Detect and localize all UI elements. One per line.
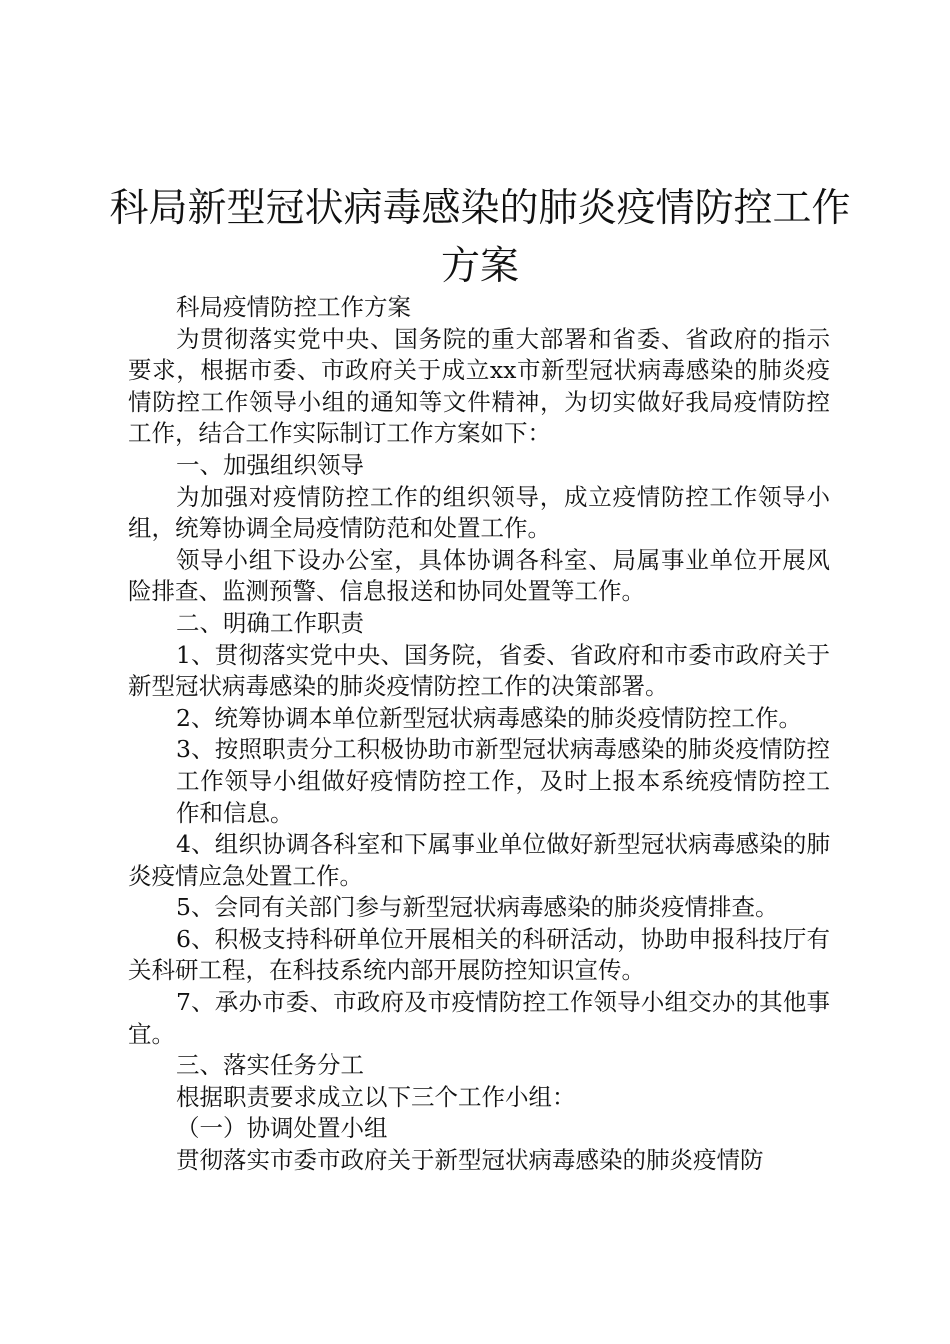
- document-body: [128, 292, 830, 1177]
- list-item: 2、统筹协调本单位新型冠状病毒感染的肺炎疫情防控工作。: [176, 703, 802, 732]
- list-item: 7、承办市委、市政府及市疫情防控工作领导小组交办的其他事宜。: [128, 988, 830, 1048]
- document-title: 科局新型冠状病毒感染的肺炎疫情防控工作方案: [109, 186, 851, 289]
- section-heading-1: 一、加强组织领导: [176, 450, 364, 479]
- subsection-heading: （一）协调处置小组: [176, 1114, 388, 1143]
- list-item: 5、会同有关部门参与新型冠状病毒感染的肺炎疫情排查。: [176, 893, 779, 922]
- list-item: 3、按照职责分工积极协助市新型冠状病毒感染的肺炎疫情防控工作领导小组做好疫情防控工作，及时上报本系统疫情防控工作和信息。: [176, 735, 830, 827]
- paragraph: 贯彻落实市委市政府关于新型冠状病毒感染的肺炎疫情防: [176, 1146, 764, 1175]
- paragraph: 领导小组下设办公室，具体协调各科室、局属事业单位开展风险排查、监测预警、信息报送和协同处置等工作。: [128, 545, 830, 606]
- paragraph-subtitle: 科局疫情防控工作方案: [176, 293, 411, 321]
- list-item: 1、贯彻落实党中央、国务院，省委、省政府和市委市政府关于新型冠状病毒感染的肺炎疫情防控工作的决策部署。: [128, 640, 830, 701]
- paragraph-intro: 为贯彻落实党中央、国务院的重大部署和省委、省政府的指示要求，根据市委、市政府关于成立xx市新型冠状病毒感染的肺炎疫情防控工作领导小组的通知等文件精神，为切实做好我局疫情防控工作，结合工作实际制订工作方案如下：: [128, 324, 830, 448]
- paragraph: 根据职责要求成立以下三个工作小组：: [176, 1082, 576, 1111]
- section-heading-3: 三、落实任务分工: [176, 1051, 364, 1080]
- list-item: 4、组织协调各科室和下属事业单位做好新型冠状病毒感染的肺炎疫情应急处置工作。: [128, 830, 830, 890]
- section-heading-2: 二、明确工作职责: [176, 608, 364, 637]
- list-item: 6、积极支持科研单位开展相关的科研活动，协助申报科技厅有关科研工程，在科技系统内部开展防控知识宣传。: [128, 924, 830, 985]
- paragraph: 为加强对疫情防控工作的组织领导，成立疫情防控工作领导小组，统筹协调全局疫情防范和处置工作。: [128, 482, 830, 543]
